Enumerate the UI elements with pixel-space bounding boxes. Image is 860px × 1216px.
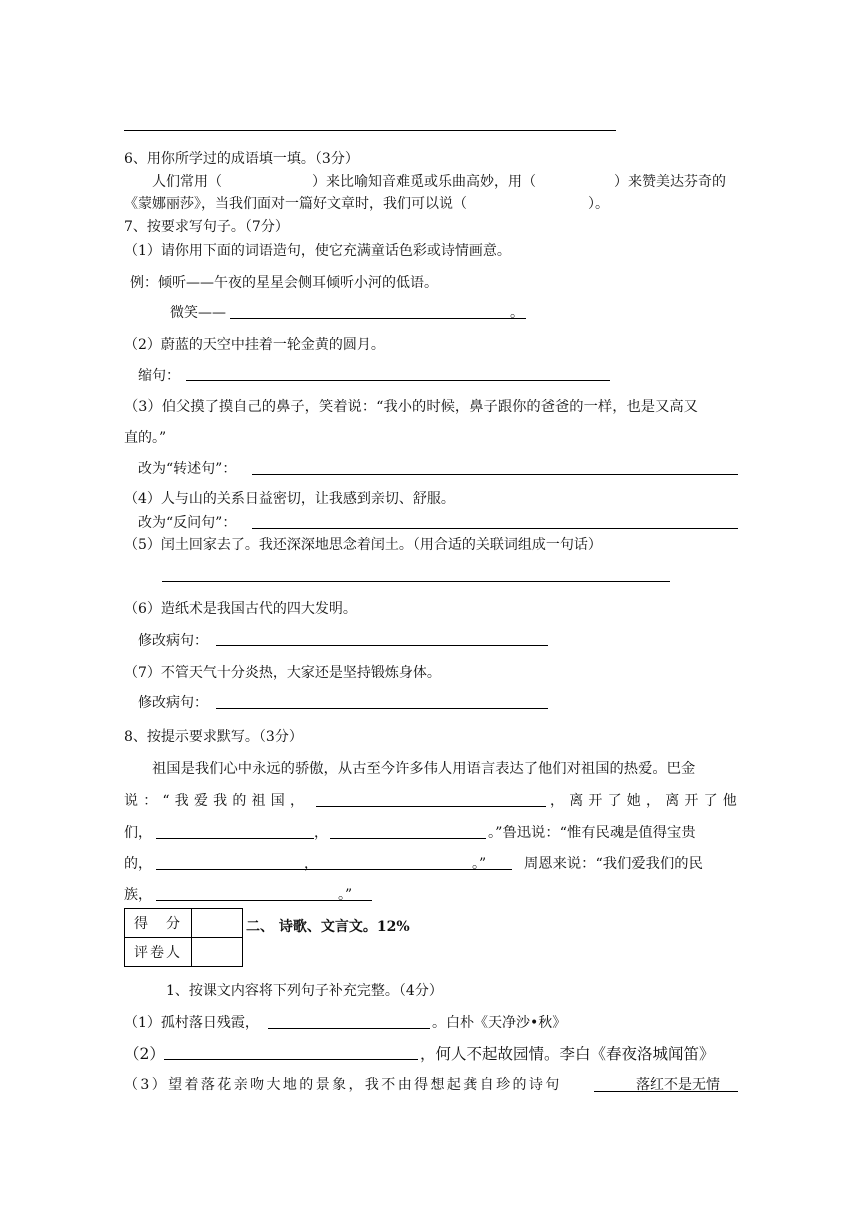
q8-para-line5-b: 。” [338,887,353,903]
poem-title: 1、按课文内容将下列句子补充完整。（4分） [166,983,443,999]
q7-shorten-label: 缩句： [138,368,180,384]
poem-blank-2[interactable] [164,1059,418,1060]
q6-line1-c: ）来赞美达芬奇的 [614,174,726,190]
poem-line3-a: （3）望着落花亲吻大地的景象，我不由得想起龚自珍的诗句 [124,1077,562,1093]
q8-para-line5-a: 族， [124,887,152,903]
q7-title: 7、按要求写句子。（7分） [124,219,289,235]
poem-blank-1[interactable] [268,1028,430,1029]
q8-blank-4[interactable] [156,869,512,870]
q7-item7: （7）不管天气十分炎热，大家还是坚持锻炼身体。 [124,665,441,681]
q6-line1-a: 人们常用（ [152,174,222,190]
q8-blank-1[interactable] [316,806,546,807]
q7-item5: （5）闰土回家去了。我还深深地思念着闰土。（用合适的关联词组成一句话） [124,537,602,553]
q8-para-line4-a: 的， [124,856,152,872]
q7-smile-period: 。 [510,305,524,321]
poem-line3-b: 落红不是无情 [636,1077,720,1093]
q8-para-line4-d: 周恩来说：“我们爱我们的民 [524,856,703,872]
q8-para-line3-c: 。”鲁迅说：“惟有民魂是值得宝贵 [488,825,696,841]
q7-fix6-answer-line[interactable] [216,645,548,646]
poem-line1-b: 。白朴《天净沙•秋》 [432,1015,567,1031]
q7-fix7-answer-line[interactable] [216,708,548,709]
q8-para-line3-a: 们， [124,825,152,841]
score-label: 得 分 [125,909,192,938]
q7-smile-answer-line[interactable] [230,318,526,319]
q8-para-line1: 祖国是我们心中永远的骄傲，从古至今许多伟人用语言表达了他们对祖国的热爱。巴金 [152,761,696,777]
poem-line2-b: ，何人不起故园情。李白《春夜洛城闻笛》 [420,1045,715,1063]
q8-para-line2-b: ，离开了她，离开了他 [550,793,742,809]
q7-item1: （1）请你用下面的词语造句，使它充满童话色彩或诗情画意。 [124,243,511,259]
q8-blank-2[interactable] [156,838,314,839]
q6-line2-a: 《蒙娜丽莎》，当我们面对一篇好文章时，我们可以说（ [124,196,467,212]
q7-rhetorical-answer-line[interactable] [252,528,738,529]
answer-line-top [124,130,616,131]
q7-smile-label: 微笑—— [170,305,226,321]
poem-line1-a: （1）孤村落日残霞， [124,1015,259,1031]
q7-shorten-answer-line[interactable] [186,380,610,381]
q6-line2-b: ）。 [588,196,609,212]
q7-indirect-answer-line[interactable] [252,474,738,475]
q7-item6: （6）造纸术是我国古代的四大发明。 [124,601,357,617]
q7-item3-line1: （3）伯父摸了摸自己的鼻子，笑着说：“我小的时候，鼻子跟你的爸爸的一样，也是又高又 [124,399,698,415]
score-box [124,908,243,967]
q6-line1-b: ）来比喻知音难觅或乐曲高妙，用（ [312,174,536,190]
grader-value-cell[interactable] [192,938,243,967]
q7-fix7-label: 修改病句： [138,695,208,711]
q7-fix6-label: 修改病句： [138,633,208,649]
q7-example: 例：倾听——午夜的星星会侧耳倾听小河的低语。 [130,275,438,291]
q7-rhetorical-label: 改为“反问句”： [138,515,237,531]
q8-para-line4-c: 。” [472,856,487,872]
q7-item3-line2: 直的。” [124,430,167,446]
q7-item2: （2）蔚蓝的天空中挂着一轮金黄的圆月。 [124,337,385,353]
q7-indirect-label: 改为“转述句”： [138,461,237,477]
q8-blank-3[interactable] [330,838,486,839]
grader-label: 评卷人 [125,938,192,967]
q7-item5-answer-line[interactable] [162,581,670,582]
score-value-cell[interactable] [192,909,243,938]
q8-para-line3-b: ， [314,825,328,841]
q8-para-line2-a: 说：“我爱我的祖国， [124,793,310,809]
q7-item4: （4）人与山的关系日益密切，让我感到亲切、舒服。 [124,491,455,507]
poem-line2-a: （2） [124,1045,165,1063]
q8-para-line4-b: ， [304,856,318,872]
section2-title: 二、 诗歌、文言文。12% [246,919,410,935]
q8-title: 8、按提示要求默写。（3分） [124,729,303,745]
q6-title: 6、用你所学过的成语填一填。（3分） [124,151,359,167]
